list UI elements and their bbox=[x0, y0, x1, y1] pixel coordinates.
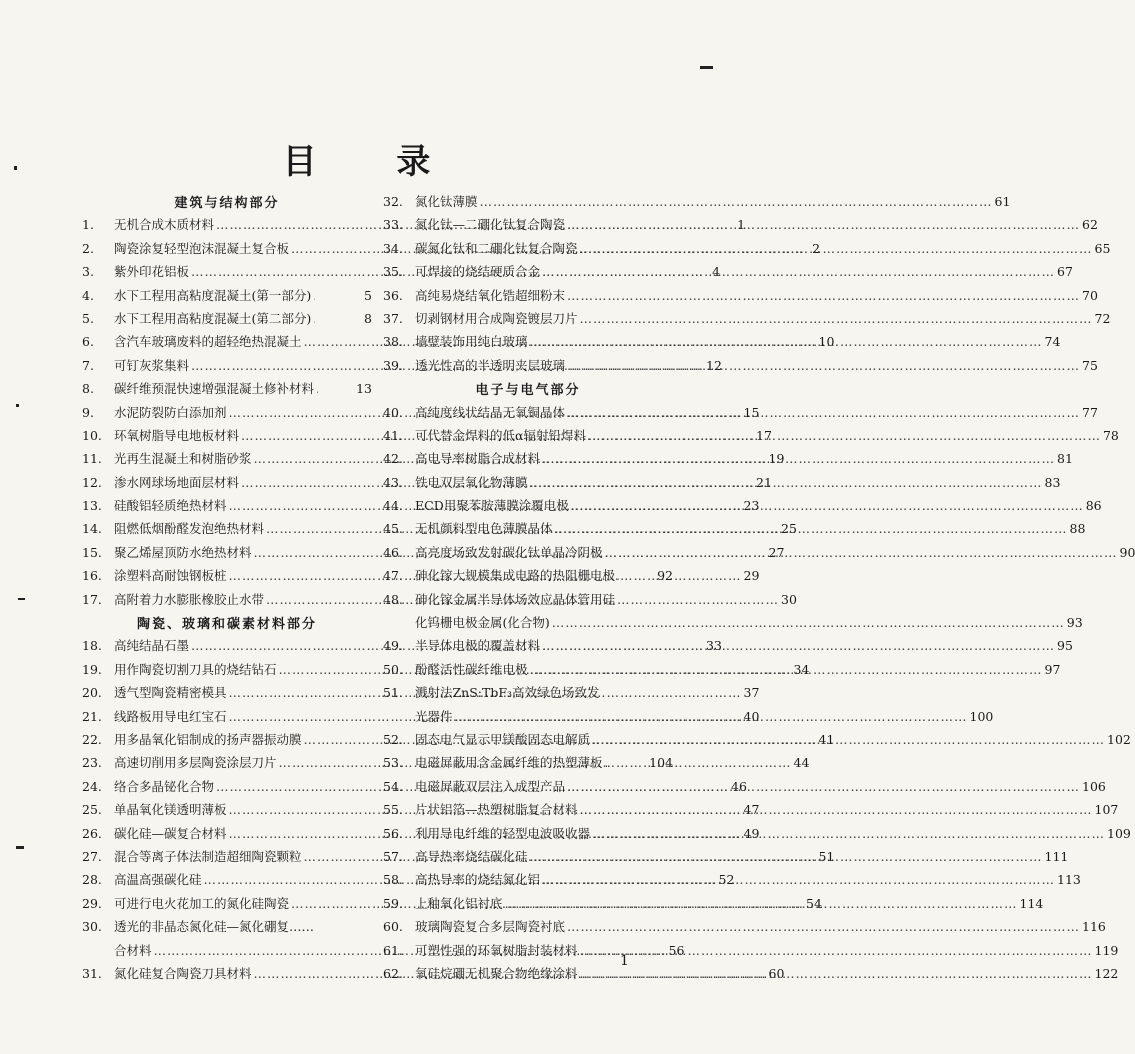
toc-entry-number: 17. bbox=[82, 591, 102, 607]
toc-entry[interactable] bbox=[383, 262, 1073, 285]
toc-entry-page: 70 bbox=[1082, 287, 1098, 303]
page-title: 目 录 bbox=[282, 142, 465, 182]
toc-entry-number: 27. bbox=[82, 848, 102, 864]
toc-entry-number: 54. bbox=[383, 778, 403, 794]
toc-entry-page: 77 bbox=[1082, 404, 1098, 420]
toc-leader-dots bbox=[580, 966, 1093, 981]
toc-entry-number: 15. bbox=[82, 544, 102, 560]
toc-entry-page: 60 bbox=[768, 965, 785, 981]
toc-entry-title: 电磁屏蔽用含金属纤维的热塑薄板 bbox=[415, 755, 603, 771]
scan-speck bbox=[14, 166, 17, 170]
toc-entry-number: 16. bbox=[82, 568, 102, 584]
toc-leader-dots bbox=[567, 779, 1080, 794]
toc-entry-page: 75 bbox=[1082, 357, 1098, 373]
toc-leader-dots bbox=[313, 311, 315, 326]
toc-entry-number: 52. bbox=[383, 731, 403, 747]
toc-entry-number: 12. bbox=[82, 474, 102, 490]
toc-entry-page: 30 bbox=[781, 591, 797, 607]
toc-leader-dots bbox=[571, 498, 1084, 513]
toc-entry-number: 38. bbox=[383, 334, 403, 350]
toc-entry[interactable] bbox=[383, 613, 1083, 636]
toc-entry-number: 51. bbox=[383, 685, 403, 701]
toc-entry-page: 114 bbox=[1019, 895, 1044, 911]
toc-entry-number: 22. bbox=[82, 731, 102, 747]
toc-entry-title: 高热导率的烧结氮化铝 bbox=[415, 872, 541, 888]
toc-entry-title: 可进行电火花加工的氮化硅陶瓷 bbox=[114, 895, 290, 911]
toc-leader-dots bbox=[567, 919, 1080, 934]
toc-entry-title: 电磁屏蔽双层注入成型产品 bbox=[415, 778, 566, 794]
toc-entry-title: 透气型陶瓷精密模具 bbox=[114, 685, 227, 701]
scan-speck bbox=[16, 404, 19, 407]
toc-entry-page: 81 bbox=[1057, 451, 1073, 467]
toc-entry-number: 31. bbox=[82, 965, 102, 981]
toc-entry-title: ECD用聚苯胺薄膜涂覆电极 bbox=[415, 498, 569, 514]
toc-leader-dots bbox=[567, 358, 1080, 373]
toc-entry-title: 涂塑料高耐蚀钢板桩 bbox=[114, 568, 227, 584]
toc-entry-page: 12 bbox=[706, 357, 722, 373]
toc-entry-number: 58. bbox=[383, 872, 403, 888]
toc-entry-number: 9. bbox=[82, 404, 94, 420]
toc-entry-page: 29 bbox=[743, 568, 760, 584]
toc-entry-page: 92 bbox=[657, 568, 673, 584]
scan-speck bbox=[18, 598, 25, 600]
toc-entry-title: 铁电双层氧化物薄膜 bbox=[415, 474, 528, 490]
toc-entry-title: 墙壁装饰用纯白玻璃 bbox=[415, 334, 528, 350]
toc-entry-title: 高导热率烧结碳化硅 bbox=[415, 848, 528, 864]
toc-entry-number: 32. bbox=[383, 194, 403, 209]
toc-leader-dots bbox=[592, 732, 1105, 747]
toc-leader-dots bbox=[530, 662, 1043, 677]
toc-entry-title: 环氧树脂导电地板材料 bbox=[114, 427, 240, 443]
toc-leader-dots bbox=[580, 241, 1093, 256]
toc-entry-number: 6. bbox=[82, 334, 94, 350]
toc-entry-title: 用作陶瓷切割刀具的烧结钻石 bbox=[114, 661, 277, 677]
toc-entry-title: 紫外印花铝板 bbox=[114, 264, 190, 280]
section-heading: 建筑与结构部分 bbox=[174, 196, 280, 211]
toc-entry-page: 65 bbox=[1094, 240, 1111, 256]
toc-entry-number: 14. bbox=[82, 521, 102, 537]
toc-entry-page: 44 bbox=[793, 755, 810, 771]
toc-entry-number: 25. bbox=[82, 802, 102, 818]
toc-entry-number: 29. bbox=[82, 895, 102, 911]
toc-entry-number: 7. bbox=[82, 357, 94, 373]
toc-leader-dots bbox=[316, 381, 318, 396]
toc-entry-title: 高电导率树脂合成材料 bbox=[415, 451, 541, 467]
toc-entry-number: 43. bbox=[383, 474, 403, 490]
toc-entry-title: 水下工程用高粘度混凝土(第一部分) bbox=[114, 287, 312, 303]
toc-entry-page: 13 bbox=[356, 381, 372, 397]
toc-entry-title: 阻燃低烟酚醛发泡绝热材料 bbox=[114, 521, 265, 537]
toc-leader-dots bbox=[580, 802, 1093, 817]
toc-entry-number: 59. bbox=[383, 895, 403, 911]
toc-entry-title: 化钨栅电极金属(化合物) bbox=[415, 615, 550, 631]
toc-entry-title: 高纯结晶石墨 bbox=[114, 638, 190, 654]
toc-entry-page: 41 bbox=[818, 731, 835, 747]
toc-entry-title: 玻璃陶瓷复合多层陶瓷衬底 bbox=[415, 919, 566, 935]
toc-leader-dots bbox=[505, 896, 1018, 911]
toc-entry-title: 合材料 bbox=[114, 942, 152, 958]
toc-entry-title: 高纯易烧结氧化锆超细粉末 bbox=[415, 287, 566, 303]
toc-entry[interactable] bbox=[383, 917, 1106, 940]
toc-entry-page: 49 bbox=[743, 825, 760, 841]
toc-leader-dots bbox=[542, 638, 1055, 653]
toc-entry-number: 10. bbox=[82, 427, 102, 443]
toc-entry-page: 88 bbox=[1069, 521, 1086, 537]
toc-entry-number: 34. bbox=[383, 240, 403, 256]
toc-entry-number: 13. bbox=[82, 498, 102, 514]
toc-entry-page: 109 bbox=[1107, 825, 1131, 841]
toc-leader-dots bbox=[555, 521, 1068, 536]
toc-entry-number: 56. bbox=[383, 825, 403, 841]
toc-entry-page: 104 bbox=[649, 755, 673, 771]
toc-entry-title: 酚醛活性碳纤维电极 bbox=[415, 661, 528, 677]
toc-entry[interactable] bbox=[82, 309, 372, 332]
toc-leader-dots bbox=[530, 475, 1043, 490]
toc-entry-number: 42. bbox=[383, 451, 403, 467]
toc-entry-number: 20. bbox=[82, 685, 102, 701]
toc-entry-title: 用多晶氧化铝制成的扬声器振动膜 bbox=[114, 731, 302, 747]
toc-entry-number: 23. bbox=[82, 755, 102, 771]
toc-entry-page: 25 bbox=[781, 521, 797, 537]
toc-entry-page: 51 bbox=[818, 848, 835, 864]
toc-entry-title: 半导体电极的覆盖材料 bbox=[415, 638, 541, 654]
toc-entry-title: 水下工程用高粘度混凝土(第二部分) bbox=[114, 310, 312, 326]
toc-entry-page: 61 bbox=[994, 194, 1011, 209]
toc-entry-number: 28. bbox=[82, 872, 102, 888]
toc-entry-title: 切剥钢材用合成陶瓷镀层刀片 bbox=[415, 310, 578, 326]
toc-entry-title: 无机颜料型电色薄膜晶体 bbox=[415, 521, 553, 537]
toc-entry-title: 利用导电纤维的轻型电波吸收器 bbox=[415, 825, 591, 841]
toc-entry-title: 氮化钛薄膜 bbox=[415, 194, 478, 209]
toc-entry[interactable] bbox=[383, 215, 1098, 238]
toc-entry-number: 39. bbox=[383, 357, 403, 373]
toc-entry-title: 碳化硅—碳复合材料 bbox=[114, 825, 227, 841]
toc-entry-title: 含汽车玻璃废料的超轻绝热混凝土 bbox=[114, 334, 302, 350]
toc-leader-dots bbox=[580, 311, 1093, 326]
toc-entry-number: 21. bbox=[82, 708, 102, 724]
toc-entry-title: 渗水网球场地面层材料 bbox=[114, 474, 240, 490]
toc-entry-number: 47. bbox=[383, 568, 403, 584]
toc-entry-title: 光再生混凝土和树脂砂浆 bbox=[114, 451, 252, 467]
toc-entry-number: 48. bbox=[383, 591, 403, 607]
toc-entry-page: 33 bbox=[706, 638, 722, 654]
toc-entry-page: 67 bbox=[1057, 264, 1073, 280]
toc-entry-number: 30. bbox=[82, 919, 102, 935]
toc-entry-page: 23 bbox=[743, 498, 760, 514]
toc-entry-page: 40 bbox=[743, 708, 760, 724]
toc-entry-title: 上釉氧化铝衬底 bbox=[415, 895, 503, 911]
toc-entry-number: 53. bbox=[383, 755, 403, 771]
toc-entry[interactable] bbox=[82, 917, 372, 940]
toc-entry-number: 49. bbox=[383, 638, 403, 654]
toc-entry-page: 62 bbox=[1082, 217, 1098, 233]
toc-entry-title: 透光的非晶态氮化硅—氮化硼复…… bbox=[114, 919, 315, 935]
toc-entry-number: 4. bbox=[82, 287, 94, 303]
toc-entry-title: 高亮度场致发射碳化钛单晶冷阴极 bbox=[415, 544, 603, 560]
toc-entry-page: 21 bbox=[756, 474, 772, 490]
toc-leader-dots bbox=[480, 194, 993, 209]
toc-entry-number: 1. bbox=[82, 217, 94, 233]
toc-leader-dots bbox=[313, 288, 315, 303]
toc-entry-title: 固态电气显示甲镁酸固态电解质 bbox=[415, 731, 591, 747]
toc-entry-page: 1 bbox=[737, 217, 746, 233]
toc-entry-number: 57. bbox=[383, 848, 403, 864]
toc-entry-title: 陶瓷涂复轻型泡沫混凝土复合板 bbox=[114, 240, 290, 256]
toc-leader-dots bbox=[605, 755, 607, 770]
toc-leader-dots bbox=[592, 826, 1105, 841]
toc-entry-page: 19 bbox=[768, 451, 785, 467]
toc-entry-page: 83 bbox=[1044, 474, 1061, 490]
toc-entry-number: 36. bbox=[383, 287, 403, 303]
section-heading: 电子与电气部分 bbox=[475, 383, 581, 399]
toc-entry[interactable] bbox=[82, 379, 372, 402]
toc-leader-dots bbox=[588, 428, 1101, 443]
toc-entry-title: 高温高强碳化硅 bbox=[114, 872, 202, 888]
toc-entry-page: 93 bbox=[1066, 615, 1083, 631]
toc-entry-number: 37. bbox=[383, 310, 403, 326]
toc-entry-title: 可代替金焊料的低α辐射铅焊料 bbox=[415, 427, 586, 443]
toc-entry-title: 可焊接的烧结硬质合金 bbox=[415, 264, 541, 280]
toc-entry-page: 86 bbox=[1085, 498, 1102, 514]
toc-entry-title: 无机合成木质材料 bbox=[114, 217, 215, 233]
toc-entry-title: 透光性高的半透明夹层玻璃 bbox=[415, 357, 566, 373]
toc-entry-number: 8. bbox=[82, 381, 94, 397]
toc-entry[interactable] bbox=[383, 753, 673, 776]
toc-entry-title: 水泥防裂防白添加剂 bbox=[114, 404, 227, 420]
toc-leader-dots bbox=[542, 451, 1055, 466]
toc-entry-number: 11. bbox=[82, 451, 102, 467]
toc-entry[interactable] bbox=[82, 286, 372, 309]
toc-entry-number: 45. bbox=[383, 521, 403, 537]
toc-entry-title: 可塑性强的环氧树脂封装材料 bbox=[415, 942, 578, 958]
toc-entry-page: 113 bbox=[1057, 872, 1081, 888]
toc-entry-page: 107 bbox=[1094, 802, 1119, 818]
toc-leader-dots bbox=[567, 217, 1080, 232]
page-number: 1 bbox=[620, 953, 629, 969]
toc-entry-page: 5 bbox=[364, 287, 372, 303]
toc-entry-page: 74 bbox=[1044, 334, 1061, 350]
toc-entry-page: 72 bbox=[1094, 310, 1111, 326]
toc-leader-dots bbox=[530, 849, 1043, 864]
toc-entry-title: 高附着力水膨胀橡胶止水带 bbox=[114, 591, 265, 607]
toc-entry-page: 52 bbox=[718, 872, 735, 888]
toc-entry-page: 78 bbox=[1102, 427, 1119, 443]
toc-entry-title: 高纯度线状结晶无氧铜晶体 bbox=[415, 404, 566, 420]
toc-leader-dots bbox=[617, 568, 619, 583]
toc-leader-dots bbox=[567, 405, 1080, 420]
toc-entry-title: 氧硅烷硼无机聚合物绝缘涂料 bbox=[415, 965, 578, 981]
toc-entry-page: 56 bbox=[668, 942, 685, 958]
toc-entry-number: 26. bbox=[82, 825, 102, 841]
toc-leader-dots bbox=[455, 709, 968, 724]
toc-entry-title: 聚乙烯屋顶防水绝热材料 bbox=[114, 544, 252, 560]
toc-entry-page: 4 bbox=[712, 264, 721, 280]
scan-speck bbox=[16, 846, 24, 849]
scan-speck bbox=[700, 66, 713, 69]
toc-entry-number: 55. bbox=[383, 802, 403, 818]
toc-entry-page: 95 bbox=[1057, 638, 1073, 654]
toc-entry-page: 90 bbox=[1119, 544, 1135, 560]
toc-leader-dots bbox=[530, 334, 1043, 349]
toc-entry-title: 砷化镓金属半导体场效应晶体管用硅 bbox=[415, 591, 616, 607]
toc-entry-title: 络合多晶铋化合物 bbox=[114, 778, 215, 794]
toc-entry-title: 氮化硅复合陶瓷刀具材料 bbox=[114, 965, 252, 981]
toc-entry-page: 37 bbox=[743, 685, 760, 701]
toc-entry[interactable] bbox=[383, 239, 1111, 262]
toc-leader-dots bbox=[542, 872, 1055, 887]
toc-entry-number: 44. bbox=[383, 498, 403, 514]
toc-leader-dots bbox=[605, 545, 1118, 560]
toc-entry-page: 102 bbox=[1107, 731, 1131, 747]
toc-entry-title: 线路板用导电红宝石 bbox=[114, 708, 227, 724]
toc-entry-page: 46 bbox=[731, 778, 747, 794]
toc-entry[interactable] bbox=[383, 286, 1098, 309]
section-heading: 陶瓷、玻璃和碳素材料部分 bbox=[136, 617, 317, 633]
toc-entry-page: 106 bbox=[1082, 778, 1106, 794]
toc-entry-title: 混合等离子体法制造超细陶瓷颗粒 bbox=[114, 848, 302, 864]
toc-leader-dots bbox=[552, 615, 1065, 630]
toc-entry[interactable] bbox=[383, 566, 673, 589]
toc-entry-number: 50. bbox=[383, 661, 403, 677]
toc-entry-page: 47 bbox=[743, 802, 760, 818]
toc-entry-page: 97 bbox=[1044, 661, 1061, 677]
toc-entry-page: 111 bbox=[1044, 848, 1069, 864]
toc-leader-dots bbox=[580, 943, 1093, 958]
toc-entry[interactable] bbox=[383, 683, 673, 706]
toc-entry-number: 60. bbox=[383, 919, 403, 935]
toc-entry-title: 氮化钛—二硼化钛复合陶瓷 bbox=[415, 217, 566, 233]
toc-entry-title: 光器件 bbox=[415, 708, 453, 724]
toc-entry-number: 61. bbox=[383, 942, 403, 958]
toc-entry-page: 2 bbox=[812, 240, 821, 256]
toc-entry-number: 18. bbox=[82, 638, 102, 654]
toc-entry-page: 100 bbox=[969, 708, 994, 724]
toc-entry-page: 54 bbox=[806, 895, 822, 911]
toc-entry-number: 62. bbox=[383, 965, 403, 981]
toc-entry-title: 溅射法ZnS:TbF₃高效绿色场致发 bbox=[415, 685, 600, 701]
toc-entry[interactable] bbox=[383, 590, 673, 613]
toc-leader-dots bbox=[542, 264, 1055, 279]
toc-entry-title: 高速切削用多层陶瓷涂层刀片 bbox=[114, 755, 277, 771]
toc-entry-page: 116 bbox=[1082, 919, 1106, 935]
toc-entry-page: 10 bbox=[818, 334, 835, 350]
toc-entry[interactable] bbox=[383, 192, 1011, 215]
toc-entry-page: 27 bbox=[768, 544, 785, 560]
toc-entry-page: 8 bbox=[364, 310, 372, 326]
toc-entry-page: 122 bbox=[1094, 965, 1119, 981]
toc-entry-number: 2. bbox=[82, 240, 94, 256]
toc-entry-page: 17 bbox=[756, 427, 772, 443]
toc-entry-number: 35. bbox=[383, 264, 403, 280]
toc-entry-title: 碳氮化钛和二硼化钛复合陶瓷 bbox=[415, 240, 578, 256]
toc-entry-number: 46. bbox=[383, 544, 403, 560]
toc-entry-title: 碳纤维预混快速增强混凝土修补材料 bbox=[114, 381, 315, 397]
toc-entry-page: 119 bbox=[1094, 942, 1119, 958]
toc-entry-title: 硅酸铝轻质绝热材料 bbox=[114, 498, 227, 514]
toc-entry-number: 33. bbox=[383, 217, 403, 233]
toc-entry[interactable] bbox=[383, 309, 1111, 332]
toc-entry-page: 15 bbox=[743, 404, 760, 420]
toc-entry-title: 砷化镓大规模集成电路的热阻栅电极 bbox=[415, 568, 616, 584]
toc-entry-number: 3. bbox=[82, 264, 94, 280]
toc-entry-number: 5. bbox=[82, 310, 94, 326]
toc-entry-number: 41. bbox=[383, 427, 403, 443]
toc-entry-number: 40. bbox=[383, 404, 403, 420]
toc-entry-number: 24. bbox=[82, 778, 102, 794]
toc-entry-title: 片状铝箔—热塑树脂复合材料 bbox=[415, 802, 578, 818]
toc-leader-dots bbox=[567, 288, 1080, 303]
toc-entry-number: 19. bbox=[82, 661, 102, 677]
toc-entry-title: 可钉灰浆集料 bbox=[114, 357, 190, 373]
toc-entry-title: 单晶氧化镁透明薄板 bbox=[114, 802, 227, 818]
toc-entry-page: 34 bbox=[793, 661, 810, 677]
